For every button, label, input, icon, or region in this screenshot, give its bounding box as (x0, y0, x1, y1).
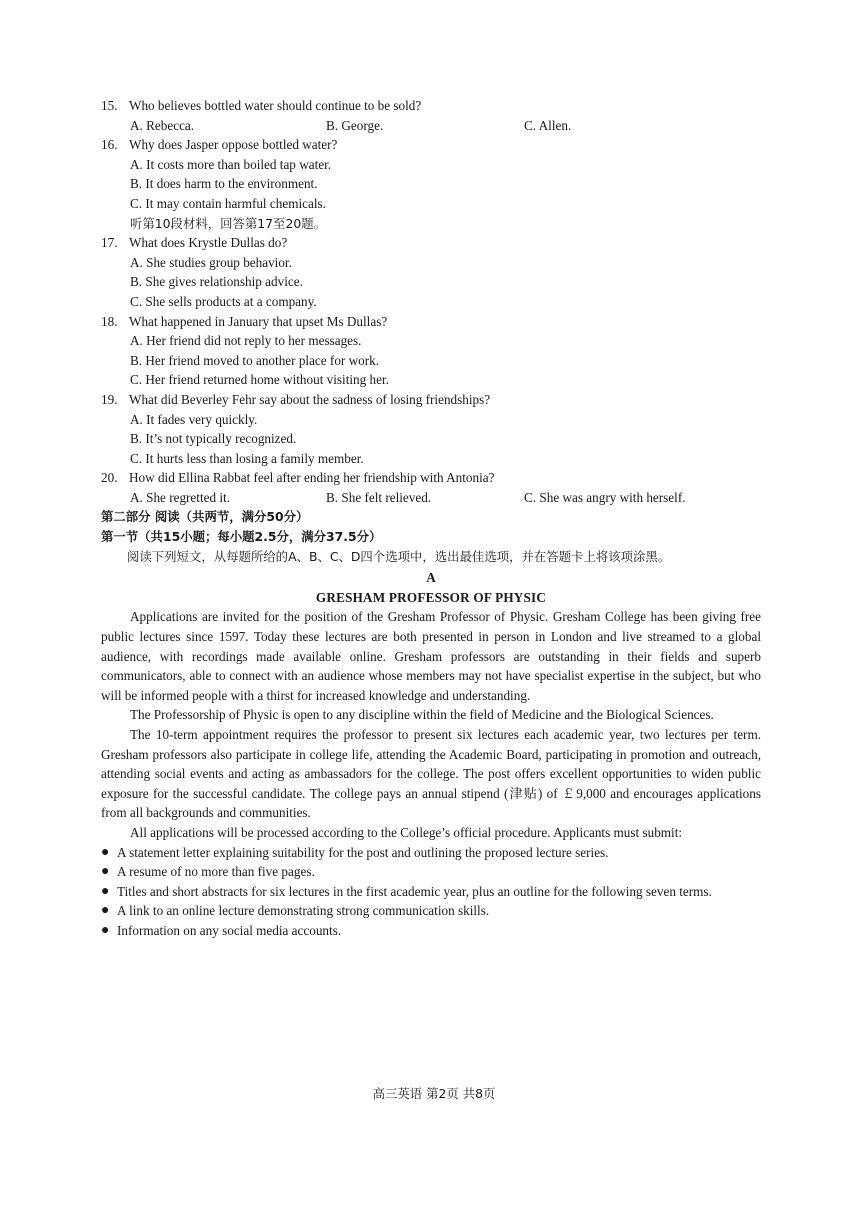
list-item: ● Titles and short abstracts for six lectures in the first academic year, plus an outline for the following seven terms. (101, 882, 761, 902)
list-item: ● A resume of no more than five pages. (101, 862, 761, 882)
option-b: B. She felt relieved. (326, 489, 432, 505)
question-16 (101, 135, 761, 213)
passage-paragraph: Applications are invited for the position of the Gresham Professor of Physic. Gresham College has been giving free public lectures since 1597. Today these lectures are both presented in person in London and live streamed to a global audience, with recordings made available online. Gresham professors are outstanding in their fields and superb communicators, able to connect with an audience whose members may not have specialist expertise in the subject, but who will be informed people with a thirst for increased knowledge and understanding. (101, 609, 761, 703)
question-20 (101, 468, 761, 507)
requirements-list (101, 843, 761, 941)
bullet-icon: ● (101, 864, 110, 880)
option-a: A. She studies group behavior. (130, 254, 292, 270)
question-number: 20. (101, 470, 118, 486)
option-a: A. Her friend did not reply to her messages. (130, 333, 362, 349)
question-text: Who believes bottled water should continue to be sold? (129, 98, 422, 113)
question-text: What did Beverley Fehr say about the sadness of losing friendships? (129, 391, 491, 407)
option-b: B. Her friend moved to another place for work. (130, 352, 380, 368)
list-item: ● A link to an online lecture demonstrating strong communication skills. (101, 901, 761, 921)
option-b: B. It does harm to the environment. (130, 176, 318, 192)
question-text: How did Ellina Rabbat feel after ending her friendship with Antonia? (129, 470, 495, 486)
option-a: A. It costs more than boiled tap water. (130, 156, 332, 172)
passage-title: GRESHAM PROFESSOR OF PHYSIC (315, 589, 547, 605)
listening-instruction: 听第10段材料，回答第17至20题。 (130, 215, 326, 231)
option-b: B. George. (326, 117, 384, 133)
bullet-icon: ● (101, 883, 110, 899)
bullet-icon: ● (101, 844, 110, 860)
option-c: C. She was angry with herself. (524, 489, 686, 505)
question-19 (101, 390, 761, 468)
question-18 (101, 312, 761, 390)
passage-paragraph: All applications will be processed according to the College’s official procedure. Applicants must submit: (130, 824, 683, 840)
passage-letter: A (426, 570, 436, 586)
passage-paragraph: The 10-term appointment requires the professor to present six lectures each academic year, two lectures per term. Gresham professors also participate in college life, attending the Academic Board, participating in promotion and outreach, attending social events and acting as ambassadors for the college. The post offers excellent opportunities to widen public exposure for the successful candidate. The college pays an annual stipend (津贴) of ￡9,000 and encourages applications from all backgrounds and communities. (101, 727, 761, 821)
page-footer: 高三英语 第2页 共8页 (372, 1086, 496, 1101)
question-number: 16. (101, 137, 118, 153)
question-number: 19. (101, 391, 118, 407)
list-item: ● Information on any social media accounts. (101, 921, 761, 941)
question-number: 15. (101, 98, 118, 113)
question-text: Why does Jasper oppose bottled water? (129, 137, 338, 153)
page-content (101, 96, 761, 941)
question-15 (101, 96, 761, 135)
option-c: C. It hurts less than losing a family member. (130, 450, 364, 466)
passage-paragraph: The Professorship of Physic is open to any discipline within the field of Medicine and the Biological Sciences. (130, 707, 714, 723)
reading-instruction: 阅读下列短文，从每题所给的A、B、C、D四个选项中，选出最佳选项，并在答题卡上将该项涂黑。 (127, 548, 671, 564)
list-item: ● A statement letter explaining suitability for the post and outlining the proposed lecture series. (101, 843, 761, 863)
option-a: A. She regretted it. (130, 489, 230, 505)
question-text: What happened in January that upset Ms Dullas? (129, 313, 388, 329)
bullet-icon: ● (101, 903, 110, 919)
question-17 (101, 233, 761, 311)
question-text: What does Krystle Dullas do? (129, 235, 288, 251)
option-c: C. Allen. (524, 117, 572, 133)
option-a: A. It fades very quickly. (130, 411, 258, 427)
question-number: 18. (101, 313, 118, 329)
option-c: C. Her friend returned home without visiting her. (130, 372, 389, 388)
part2-heading: 第二部分 阅读（共两节，满分50分） (101, 509, 309, 525)
option-b: B. It’s not typically recognized. (130, 431, 297, 447)
question-number: 17. (101, 235, 118, 251)
option-c: C. It may contain harmful chemicals. (130, 195, 326, 211)
option-b: B. She gives relationship advice. (130, 274, 303, 290)
option-c: C. She sells products at a company. (130, 293, 317, 309)
option-a: A. Rebecca. (130, 117, 195, 133)
section1-heading: 第一节（共15小题；每小题2.5分，满分37.5分） (101, 529, 382, 545)
bullet-icon: ● (101, 922, 110, 938)
